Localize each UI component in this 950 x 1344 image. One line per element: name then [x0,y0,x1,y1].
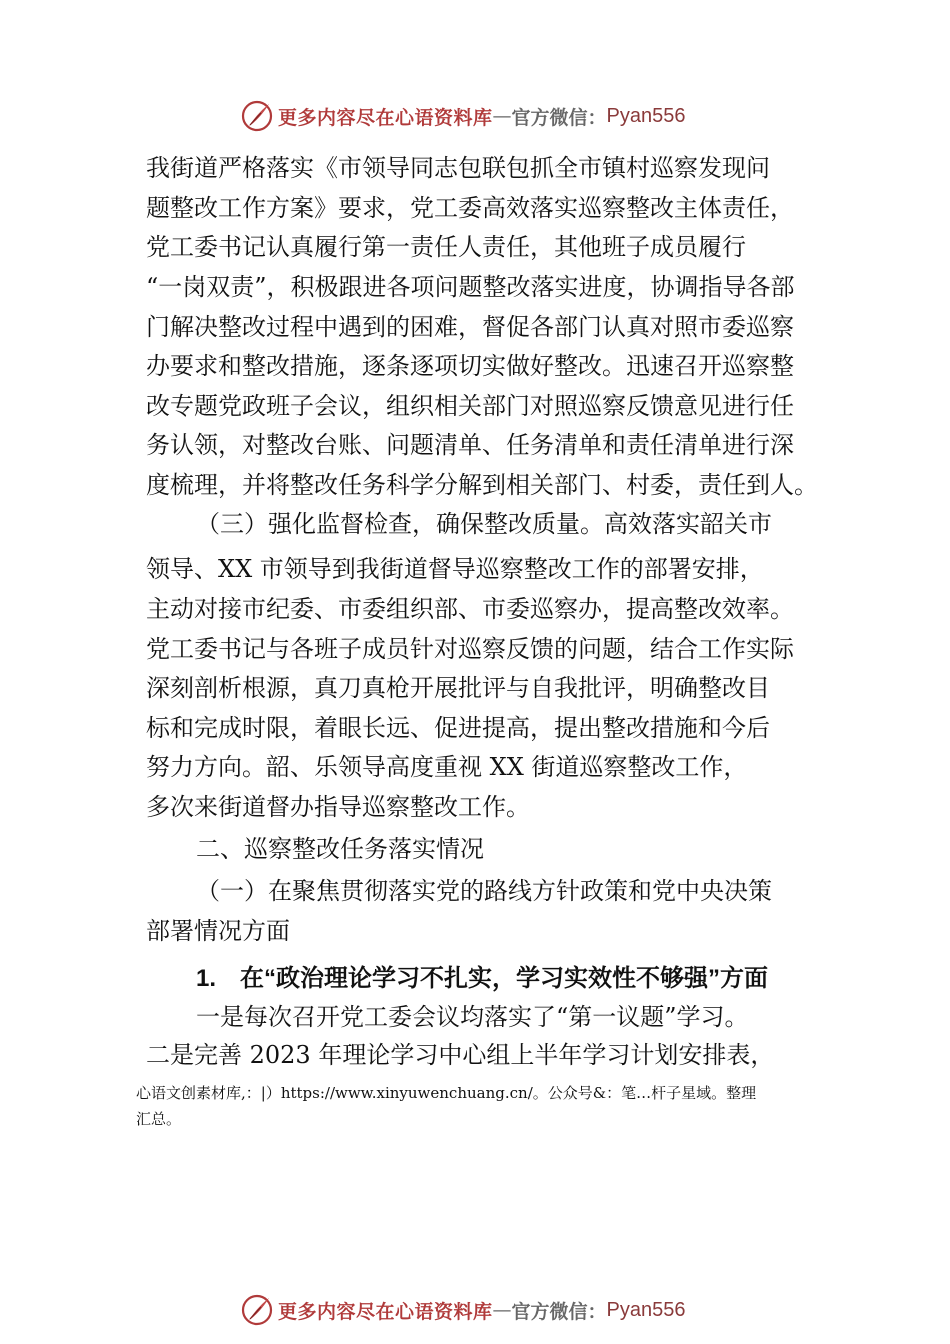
watermark-wechat-id: Pyan556 [606,104,686,127]
body-line: 标和完成时限，着眼长远、促进提高，提出整改措施和今后 [146,714,770,742]
footnote-line: 汇总。 [136,1110,182,1128]
watermark-brand: 更多内容尽在心语资料库 [278,106,493,129]
footnote-line: 心语文创素材库,：|）https://www.xinyuwenchuang.cn/。公众号&：笔…杆子星域。整理 [136,1084,757,1102]
body-line: 部署情况方面 [146,917,290,945]
body-line: 领导、XX 市领导到我街道督导巡察整改工作的部署安排， [146,555,764,583]
watermark-dash: — [492,105,512,127]
section-heading-3: （三）强化监督检查，确保整改质量。高效落实韶关市 [196,510,772,538]
body-line: 务认领，对整改台账、问题清单、任务清单和责任清单进行深 [146,431,794,459]
body-line: 党工委书记与各班子成员针对巡察反馈的问题，结合工作实际 [146,635,794,663]
subsection-heading-1: （一）在聚焦贯彻落实党的路线方针政策和党中央决策 [196,877,772,905]
watermark-header [240,96,686,136]
watermark-brand: 更多内容尽在心语资料库 [278,1300,493,1323]
watermark-wechat-id: Pyan556 [606,1298,686,1321]
body-line: 二是完善 2023 年理论学习中心组上半年学习计划安排表， [146,1041,775,1069]
body-line: 努力方向。韶、乐领导高度重视 XX 街道巡察整改工作， [146,753,748,781]
body-line: 门解决整改过程中遇到的困难，督促各部门认真对照市委巡察 [146,313,794,341]
body-line: 主动对接市纪委、市委组织部、市委巡察办，提高整改效率。 [146,595,794,623]
body-line: “一岗双责”，积极跟进各项问题整改落实进度，协调指导各部 [146,273,795,301]
body-line: 党工委书记认真履行第一责任人责任，其他班子成员履行 [146,233,746,261]
body-line: 深刻剖析根源，真刀真枪开展批评与自我批评，明确整改目 [146,674,770,702]
item-heading-1: 1. 在“政治理论学习不扎实，学习实效性不够强”方面 [196,965,769,992]
watermark-wechat-label: 官方微信： [511,106,607,129]
body-line: 度梳理，并将整改任务科学分解到相关部门、村委，责任到人。 [146,471,818,499]
body-line: 我街道严格落实《市领导同志包联包抓全市镇村巡察发现问 [146,154,770,182]
quill-logo-icon [240,1293,274,1327]
watermark-dash: — [492,1299,512,1321]
quill-logo-icon [240,99,274,133]
body-line: 一是每次召开党工委会议均落实了“第一议题”学习。 [196,1003,749,1031]
body-line: 多次来街道督办指导巡察整改工作。 [146,793,530,821]
body-line: 改专题党政班子会议，组织相关部门对照巡察反馈意见进行任 [146,392,794,420]
section-heading-2: 二、巡察整改任务落实情况 [196,835,484,863]
body-line: 题整改工作方案》要求，党工委高效落实巡察整改主体责任， [146,194,794,222]
body-line: 办要求和整改措施，逐条逐项切实做好整改。迅速召开巡察整 [146,352,794,380]
watermark-wechat-label: 官方微信： [511,1300,607,1323]
watermark-footer [240,1290,686,1330]
